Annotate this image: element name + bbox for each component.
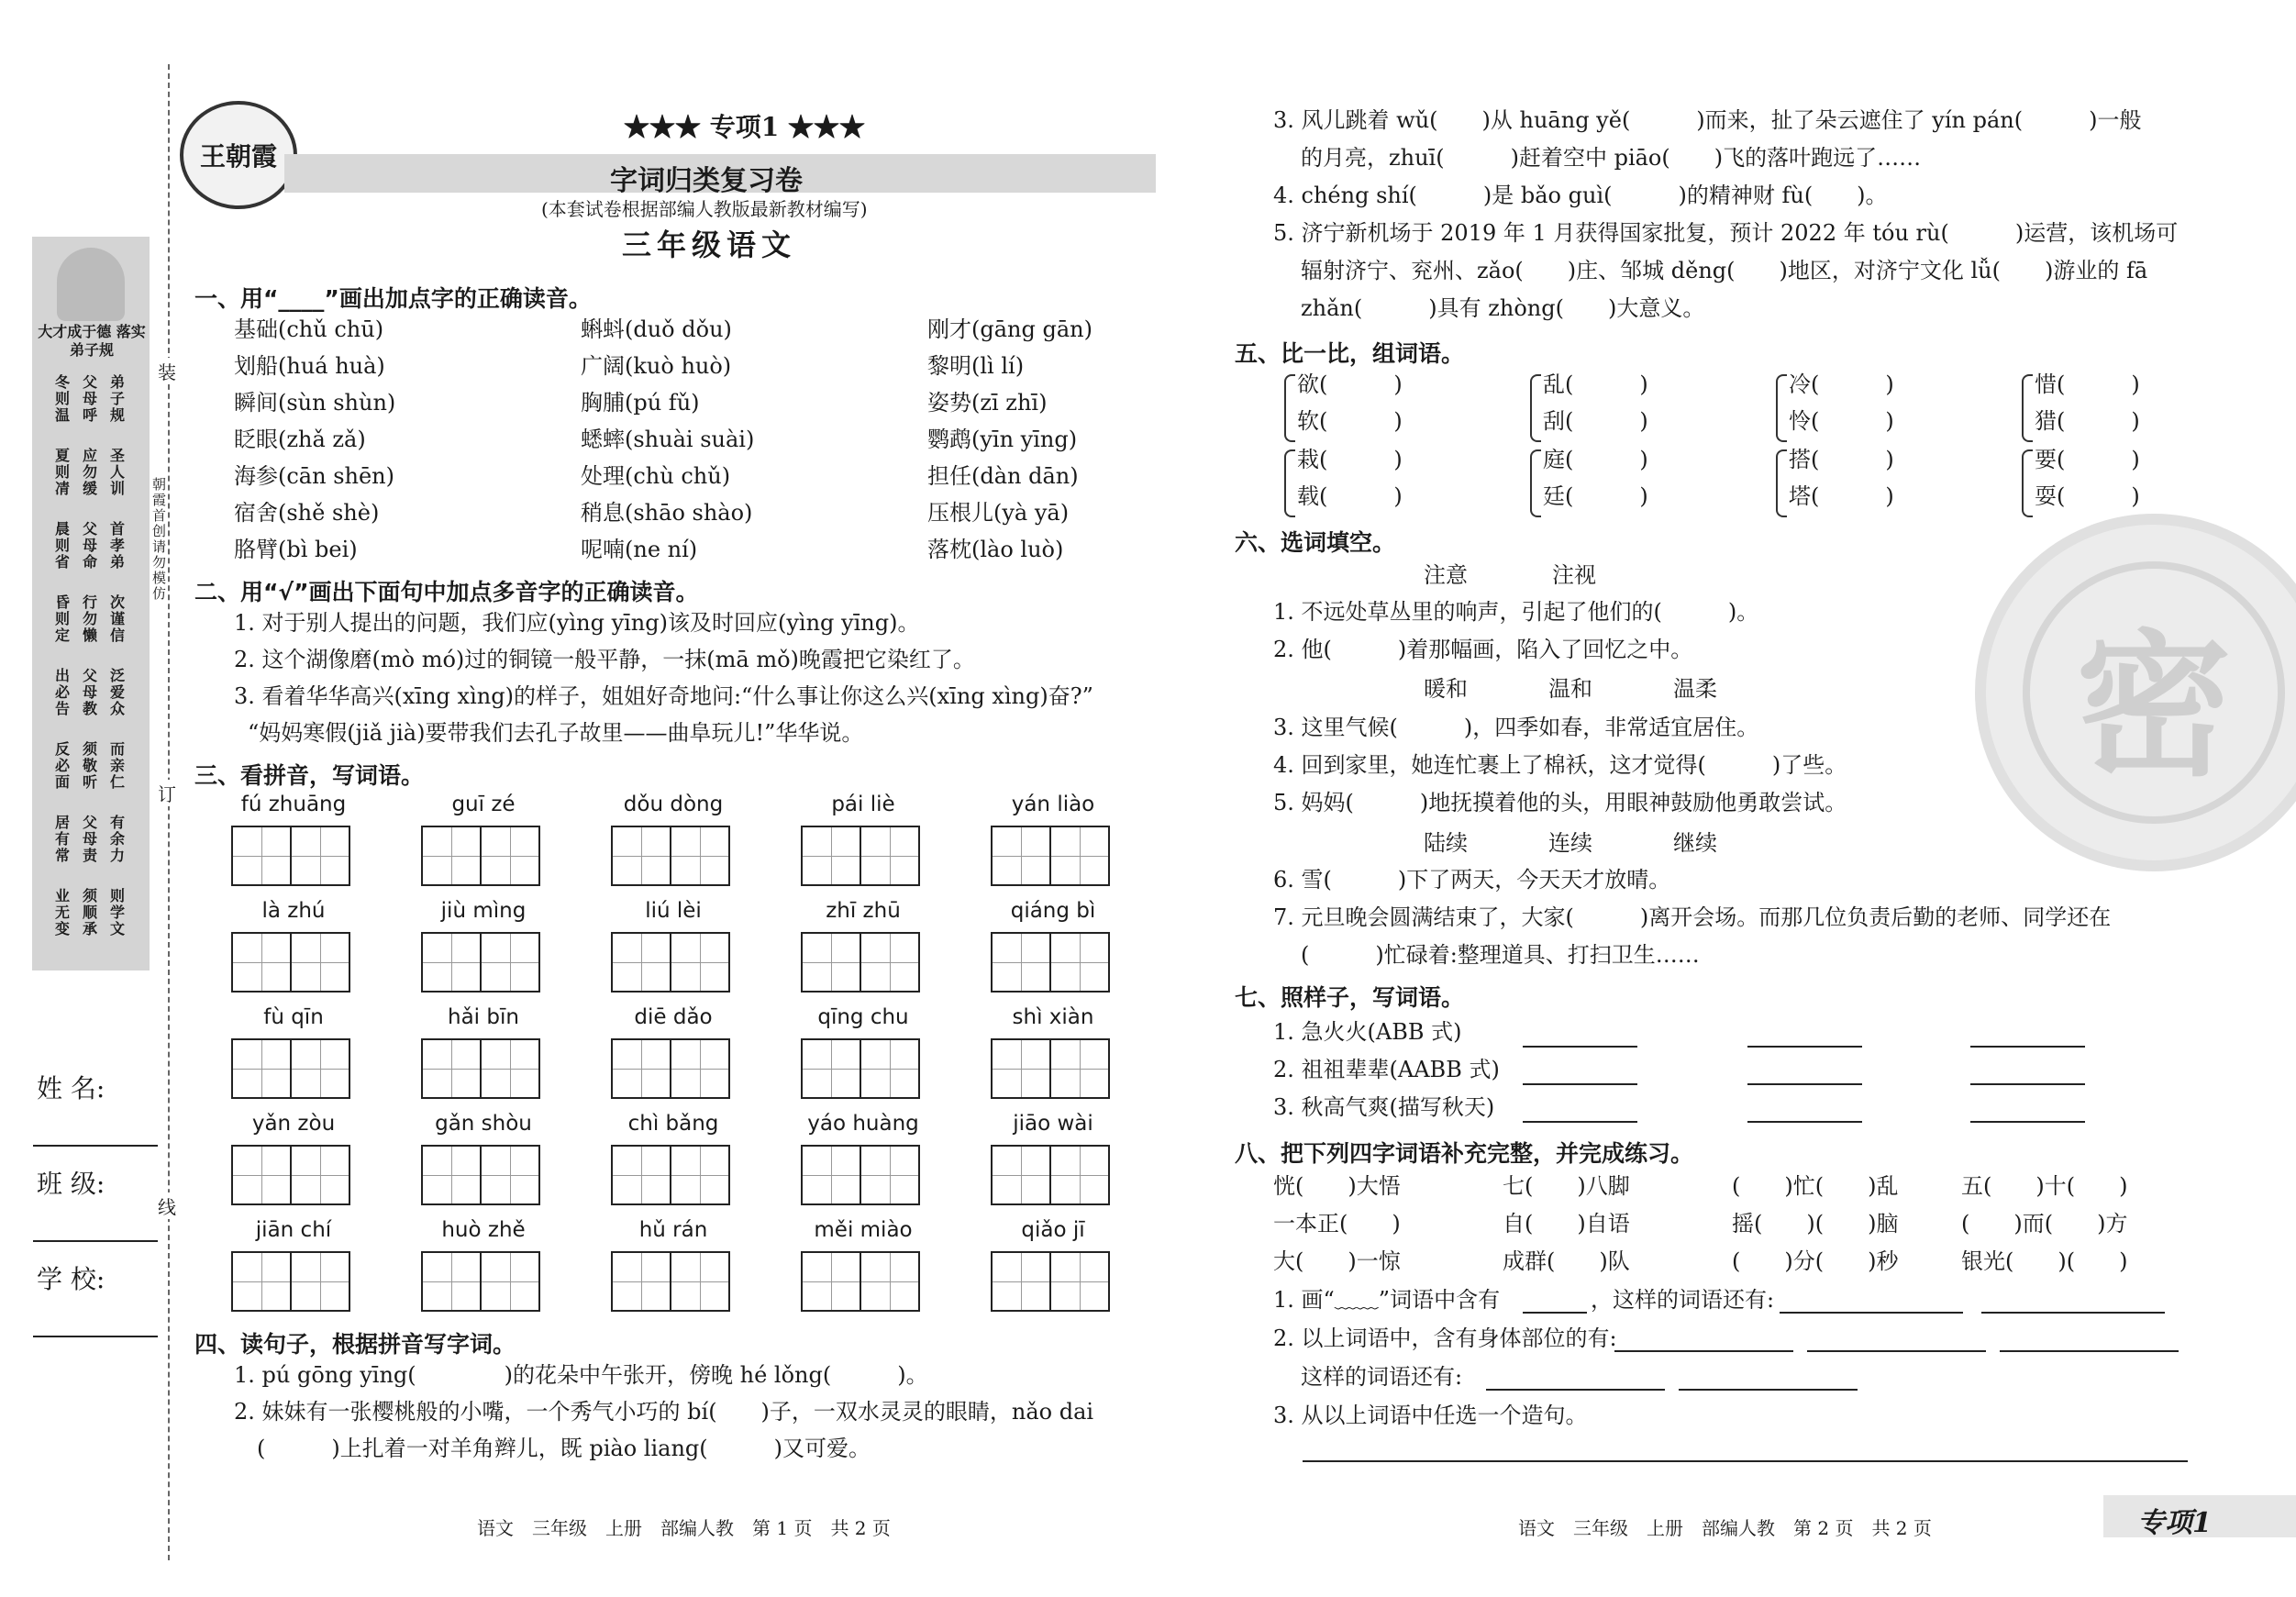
s1-item: 海参(cān shēn) bbox=[234, 463, 394, 489]
char-box[interactable] bbox=[480, 932, 540, 993]
answer-blank[interactable] bbox=[1970, 1119, 2085, 1123]
s4-line: zhǎn( )具有 zhòng( )大意义。 bbox=[1301, 295, 1705, 321]
s3-pinyin: shì xiàn bbox=[1012, 1005, 1094, 1029]
s4-line: 2. 妹妹有一张樱桃般的小嘴，一个秀气小巧的 bí( )子，一双水灵灵的眼睛，nǎo dai bbox=[234, 1399, 1094, 1425]
s5-word: 惜( ) bbox=[2035, 372, 2140, 397]
s5-word: 要( ) bbox=[2035, 447, 2140, 472]
s5-word: 软( ) bbox=[1297, 408, 1403, 434]
class-field[interactable] bbox=[33, 1238, 158, 1242]
s4-line: 的月亮，zhuī( )赶着空中 piāo( )飞的落叶跑远了…… bbox=[1301, 145, 1922, 171]
s6-choice: 温和 bbox=[1548, 676, 1592, 702]
s2-line: 3. 看着华华高兴(xīng xìng)的样子，姐姐好奇地问:“什么事让你这么兴(xīng xìng)奋?” bbox=[234, 683, 1093, 709]
s1-item: 宿舍(shě shè) bbox=[234, 500, 380, 526]
s6-title: 六、选词填空。 bbox=[1235, 529, 1396, 556]
char-box[interactable] bbox=[991, 1038, 1051, 1099]
s8-idiom: 摇( )( )脑 bbox=[1732, 1211, 1899, 1237]
s3-pinyin: pái liè bbox=[831, 793, 895, 816]
s6-choice: 注意 bbox=[1424, 562, 1468, 588]
s2-line: 1. 对于别人提出的问题，我们应(yìng yīng)该及时回应(yìng yīng)。 bbox=[234, 610, 920, 636]
side-note: 朝霞首创 请勿模仿 bbox=[152, 476, 167, 602]
char-box[interactable] bbox=[670, 1038, 730, 1099]
char-box[interactable] bbox=[421, 1038, 482, 1099]
char-box[interactable] bbox=[1049, 826, 1110, 886]
char-box[interactable] bbox=[801, 1145, 861, 1205]
char-box[interactable] bbox=[290, 1145, 350, 1205]
s1-item: 刚才(gāng gān) bbox=[927, 316, 1093, 342]
sidebar-poem: 晨则省 bbox=[55, 520, 71, 571]
s3-pinyin: zhī zhū bbox=[826, 899, 901, 923]
s6-line: 1. 不远处草丛里的响声，引起了他们的( )。 bbox=[1273, 599, 1759, 625]
sidebar-poem: 昏则定 bbox=[55, 593, 71, 644]
class-label: 班 级: bbox=[37, 1169, 105, 1199]
answer-blank[interactable] bbox=[1780, 1310, 1963, 1314]
s5-word: 怜( ) bbox=[1789, 408, 1894, 434]
answer-blank[interactable] bbox=[1747, 1081, 1862, 1085]
answer-blank[interactable] bbox=[1523, 1081, 1637, 1085]
s2-title: 二、用“√”画出下面句中加点多音字的正确读音。 bbox=[194, 579, 699, 605]
sidebar-poem: 首孝弟 bbox=[110, 520, 126, 571]
char-box[interactable] bbox=[480, 1251, 540, 1312]
s5-word: 廷( ) bbox=[1543, 483, 1648, 509]
name-label: 姓 名: bbox=[37, 1073, 105, 1103]
brace bbox=[2022, 374, 2033, 442]
char-box[interactable] bbox=[860, 1251, 920, 1312]
s6-line: 5. 妈妈( )地抚摸着他的头，用眼神鼓励他勇敢尝试。 bbox=[1273, 790, 1847, 815]
s8-sentence-line[interactable] bbox=[1303, 1458, 2188, 1462]
char-box[interactable] bbox=[611, 1145, 671, 1205]
char-box[interactable] bbox=[611, 932, 671, 993]
char-box[interactable] bbox=[421, 1251, 482, 1312]
side-label-3: 线 bbox=[158, 1192, 176, 1219]
char-box[interactable] bbox=[670, 1251, 730, 1312]
s1-title: 一、用“____”画出加点字的正确读音。 bbox=[194, 285, 592, 312]
char-box[interactable] bbox=[231, 826, 292, 886]
s8-idiom: ( )分( )秒 bbox=[1732, 1248, 1899, 1274]
s5-word: 欲( ) bbox=[1297, 372, 1403, 397]
school-field[interactable] bbox=[33, 1334, 158, 1337]
s1-item: 蝌蚪(duǒ dǒu) bbox=[581, 316, 732, 342]
answer-blank[interactable] bbox=[1523, 1119, 1637, 1123]
brace bbox=[1530, 374, 1541, 442]
s8-idiom: 大( )一惊 bbox=[1273, 1248, 1401, 1274]
sidebar-poem: 出必告 bbox=[55, 667, 71, 717]
answer-blank[interactable] bbox=[1970, 1044, 2085, 1048]
char-box[interactable] bbox=[991, 1145, 1051, 1205]
char-box[interactable] bbox=[860, 1145, 920, 1205]
brace bbox=[2022, 449, 2033, 517]
answer-blank[interactable] bbox=[1523, 1310, 1587, 1314]
s3-pinyin: fú zhuāng bbox=[240, 793, 347, 816]
s3-pinyin: qiáng bì bbox=[1010, 899, 1096, 923]
sidebar-poem: 父母命 bbox=[83, 520, 98, 571]
answer-blank[interactable] bbox=[1747, 1119, 1862, 1123]
answer-blank[interactable] bbox=[1614, 1348, 1793, 1352]
s2-line: “妈妈寒假(jiǎ jià)要带我们去孔子故里——曲阜玩儿!”华华说。 bbox=[248, 720, 864, 746]
sidebar-poem: 有余力 bbox=[110, 814, 126, 864]
char-box[interactable] bbox=[231, 1251, 292, 1312]
s8-q: 3. 从以上词语中任选一个造句。 bbox=[1273, 1403, 1588, 1428]
s3-pinyin: měi miào bbox=[814, 1218, 913, 1242]
s4-line: ( )上扎着一对羊角辫儿，既 piào liang( )又可爱。 bbox=[257, 1436, 871, 1461]
char-box[interactable] bbox=[991, 932, 1051, 993]
answer-blank[interactable] bbox=[1486, 1387, 1665, 1391]
char-box[interactable] bbox=[860, 826, 920, 886]
answer-blank[interactable] bbox=[1807, 1348, 1986, 1352]
grade-title: 三年级语文 bbox=[622, 227, 797, 262]
stamp-glyph: 密 bbox=[2023, 561, 2285, 824]
sidebar-motto: 大才成于德 落实弟子规 bbox=[38, 323, 146, 359]
s7-item: 2. 祖祖辈辈(AABB 式) bbox=[1273, 1057, 1500, 1082]
answer-blank[interactable] bbox=[1981, 1310, 2165, 1314]
char-box[interactable] bbox=[1049, 932, 1110, 993]
s6-choice: 暖和 bbox=[1424, 676, 1468, 702]
s4-line: 5. 济宁新机场于 2019 年 1 月获得国家批复，预计 2022 年 tóu rù( )运营，该机场可 bbox=[1273, 220, 2179, 246]
s6-line: 2. 他( )着那幅画，陷入了回忆之中。 bbox=[1273, 637, 1693, 662]
s1-item: 胳臂(bì bei) bbox=[234, 537, 358, 562]
s1-item: 胸脯(pú fǔ) bbox=[581, 390, 700, 416]
s5-word: 乱( ) bbox=[1543, 372, 1648, 397]
s1-item: 落枕(lào luò) bbox=[927, 537, 1064, 562]
s6-line: 3. 这里气候( )，四季如春，非常适宜居住。 bbox=[1273, 715, 1759, 740]
s1-item: 担任(dàn dān) bbox=[927, 463, 1079, 489]
s1-item: 广阔(kuò huò) bbox=[581, 353, 732, 379]
s4-line: 4. chéng shí( )是 bǎo guì( )的精神财 fù( )。 bbox=[1273, 183, 1888, 208]
cut-line bbox=[168, 64, 170, 1560]
s5-word: 耍( ) bbox=[2035, 483, 2140, 509]
s5-word: 载( ) bbox=[1297, 483, 1403, 509]
s8-idiom: 自( )自语 bbox=[1503, 1211, 1630, 1237]
char-box[interactable] bbox=[1049, 1145, 1110, 1205]
s8-q: 1. 画“﹏﹏”词语中含有 bbox=[1273, 1287, 1501, 1313]
sidebar-poem: 父母呼 bbox=[83, 373, 98, 424]
s1-item: 黎明(lì lí) bbox=[927, 353, 1025, 379]
char-box[interactable] bbox=[801, 826, 861, 886]
s1-item: 压根儿(yà yā) bbox=[927, 500, 1070, 526]
char-box[interactable] bbox=[991, 1251, 1051, 1312]
s7-item: 3. 秋高气爽(描写秋天) bbox=[1273, 1094, 1495, 1120]
s3-pinyin: liú lèi bbox=[645, 899, 702, 923]
char-box[interactable] bbox=[231, 1038, 292, 1099]
sidebar-poem: 反必面 bbox=[55, 740, 71, 791]
sidebar-poem: 则学文 bbox=[110, 887, 126, 937]
char-box[interactable] bbox=[421, 1145, 482, 1205]
s3-pinyin: yán liào bbox=[1011, 793, 1095, 816]
s1-item: 鹦鹉(yīn yīng) bbox=[927, 427, 1078, 452]
s3-pinyin: là zhú bbox=[261, 899, 326, 923]
char-box[interactable] bbox=[801, 1251, 861, 1312]
s8-title: 八、把下列四字词语补充完整，并完成练习。 bbox=[1235, 1140, 1694, 1167]
s4-line: 3. 风儿跳着 wǔ( )从 huāng yě( )而来，扯了朵云遮住了 yín pán( )一般 bbox=[1273, 107, 2142, 133]
s1-item: 呢喃(ne ní) bbox=[581, 537, 698, 562]
s3-pinyin: yáo huàng bbox=[807, 1112, 919, 1136]
char-box[interactable] bbox=[421, 932, 482, 993]
s3-pinyin: chì bǎng bbox=[627, 1112, 719, 1136]
brace bbox=[1284, 374, 1295, 442]
s7-title: 七、照样子，写词语。 bbox=[1235, 984, 1465, 1011]
s8-idiom: ( )忙( )乱 bbox=[1732, 1173, 1899, 1199]
s3-pinyin: jiù mìng bbox=[440, 899, 527, 923]
char-box[interactable] bbox=[290, 1038, 350, 1099]
s1-item: 处理(chù chǔ) bbox=[581, 463, 731, 489]
s6-line: ( )忙碌着:整理道具、打扫卫生…… bbox=[1301, 942, 1700, 968]
logo: 王朝霞 bbox=[180, 101, 297, 209]
s6-line: 6. 雪( )下了两天，今天天才放晴。 bbox=[1273, 867, 1671, 893]
answer-blank[interactable] bbox=[1970, 1081, 2085, 1085]
s6-choice: 继续 bbox=[1673, 830, 1717, 856]
sidebar-figure bbox=[57, 248, 125, 321]
s8-idiom: 成群( )队 bbox=[1503, 1248, 1630, 1274]
char-box[interactable] bbox=[670, 1145, 730, 1205]
s3-pinyin: yǎn zòu bbox=[251, 1112, 336, 1136]
s1-item: 姿势(zī zhī) bbox=[927, 390, 1048, 416]
char-box[interactable] bbox=[991, 826, 1051, 886]
char-box[interactable] bbox=[670, 826, 730, 886]
sidebar-poem: 泛爱众 bbox=[110, 667, 126, 717]
footer-left: 语文 三年级 上册 部编人教 第 1 页 共 2 页 bbox=[477, 1517, 891, 1539]
s3-pinyin: diē dǎo bbox=[634, 1005, 713, 1029]
s8-idiom: 一本正( ) bbox=[1273, 1211, 1401, 1237]
s8-idiom: 银光( )( ) bbox=[1961, 1248, 2128, 1274]
s6-choice: 陆续 bbox=[1424, 830, 1468, 856]
s1-item: 划船(huá huà) bbox=[234, 353, 385, 379]
s6-choice: 连续 bbox=[1548, 830, 1592, 856]
s5-word: 庭( ) bbox=[1543, 447, 1648, 472]
brace bbox=[1776, 449, 1787, 517]
sidebar-poem: 父母责 bbox=[83, 814, 98, 864]
s5-word: 塔( ) bbox=[1789, 483, 1894, 509]
brace bbox=[1284, 449, 1295, 517]
sidebar-poem: 夏则凊 bbox=[55, 447, 71, 497]
s3-pinyin: hǎi bīn bbox=[448, 1005, 519, 1029]
answer-blank[interactable] bbox=[1679, 1387, 1858, 1391]
s1-item: 眨眼(zhǎ zǎ) bbox=[234, 427, 366, 452]
sidebar-poem: 冬则温 bbox=[55, 373, 71, 424]
s8-q: 这样的词语还有: bbox=[1301, 1364, 1463, 1390]
s6-choice: 注视 bbox=[1552, 562, 1596, 588]
side-label-2: 订 bbox=[158, 780, 176, 806]
s3-pinyin: guī zé bbox=[451, 793, 516, 816]
s8-q: 2. 以上词语中，含有身体部位的有: bbox=[1273, 1325, 1617, 1351]
char-box[interactable] bbox=[290, 826, 350, 886]
char-box[interactable] bbox=[421, 826, 482, 886]
s3-pinyin: qiǎo jī bbox=[1021, 1218, 1085, 1242]
char-box[interactable] bbox=[231, 932, 292, 993]
s8-idiom: 恍( )大悟 bbox=[1273, 1173, 1401, 1199]
s3-pinyin: gǎn shòu bbox=[435, 1112, 532, 1136]
char-box[interactable] bbox=[801, 932, 861, 993]
sidebar-poem: 父母教 bbox=[83, 667, 98, 717]
s3-title: 三、看拼音，写词语。 bbox=[194, 762, 425, 789]
char-box[interactable] bbox=[290, 1251, 350, 1312]
subtitle: (本套试卷根据部编人教版最新教材编写) bbox=[541, 198, 868, 220]
side-label-1: 装 bbox=[158, 358, 176, 384]
s3-pinyin: jiān chí bbox=[255, 1218, 332, 1242]
s1-item: 基础(chǔ chū) bbox=[234, 316, 384, 342]
sidebar-poem: 须敬听 bbox=[83, 740, 98, 791]
s5-word: 猎( ) bbox=[2035, 408, 2140, 434]
s8-idiom: ( )而( )方 bbox=[1961, 1211, 2128, 1237]
sidebar-poem: 弟子规 bbox=[110, 373, 126, 424]
sidebar-poem: 居有常 bbox=[55, 814, 71, 864]
name-field[interactable] bbox=[33, 1143, 158, 1147]
s2-line: 2. 这个湖像磨(mò mó)过的铜镜一般平静，一抹(mā mǒ)晚霞把它染红了。 bbox=[234, 647, 975, 672]
sidebar-poem: 应勿缓 bbox=[83, 447, 98, 497]
s7-item: 1. 急火火(ABB 式) bbox=[1273, 1019, 1462, 1045]
char-box[interactable] bbox=[611, 826, 671, 886]
sidebar-poem: 行勿懒 bbox=[83, 593, 98, 644]
s3-pinyin: hǔ rán bbox=[638, 1218, 708, 1242]
s1-item: 瞬间(sùn shùn) bbox=[234, 390, 396, 416]
s4-line: 1. pú gōng yīng( )的花朵中午张开，傍晚 hé lǒng( )。 bbox=[234, 1362, 928, 1388]
s5-word: 冷( ) bbox=[1789, 372, 1894, 397]
s5-word: 刮( ) bbox=[1543, 408, 1648, 434]
confidential-stamp bbox=[1975, 514, 2296, 871]
brace bbox=[1530, 449, 1541, 517]
school-label: 学 校: bbox=[37, 1264, 105, 1294]
s3-pinyin: huò zhě bbox=[441, 1218, 526, 1242]
char-box[interactable] bbox=[480, 1038, 540, 1099]
char-box[interactable] bbox=[480, 826, 540, 886]
sidebar-poem: 业无变 bbox=[55, 887, 71, 937]
sidebar-poem: 而亲仁 bbox=[110, 740, 126, 791]
char-box[interactable] bbox=[231, 1145, 292, 1205]
s5-title: 五、比一比，组词语。 bbox=[1235, 340, 1465, 367]
sidebar-poem: 须顺承 bbox=[83, 887, 98, 937]
s3-pinyin: jiāo wài bbox=[1013, 1112, 1093, 1136]
char-box[interactable] bbox=[480, 1145, 540, 1205]
corner-badge-label: 专项1 bbox=[2137, 1507, 2212, 1539]
char-box[interactable] bbox=[1049, 1251, 1110, 1312]
char-box[interactable] bbox=[290, 932, 350, 993]
char-box[interactable] bbox=[670, 932, 730, 993]
sidebar-poem: 次谨信 bbox=[110, 593, 126, 644]
s1-item: 蟋蟀(shuài suài) bbox=[581, 427, 755, 452]
footer-right: 语文 三年级 上册 部编人教 第 2 页 共 2 页 bbox=[1518, 1517, 1932, 1539]
brace bbox=[1776, 374, 1787, 442]
s3-pinyin: qīng chu bbox=[817, 1005, 909, 1029]
char-box[interactable] bbox=[611, 1038, 671, 1099]
s4-line: 辐射济宁、兖州、zǎo( )庄、邹城 děng( )地区，对济宁文化 lǚ( )游业的 fā bbox=[1301, 258, 2148, 283]
page-title: 字词归类复习卷 bbox=[610, 165, 803, 197]
s3-pinyin: dǒu dòng bbox=[623, 793, 724, 816]
char-box[interactable] bbox=[860, 932, 920, 993]
s5-word: 栽( ) bbox=[1297, 447, 1403, 472]
char-box[interactable] bbox=[1049, 1038, 1110, 1099]
s8-idiom: 五( )十( ) bbox=[1961, 1173, 2128, 1199]
s6-choice: 温柔 bbox=[1673, 676, 1717, 702]
s3-pinyin: fù qīn bbox=[263, 1005, 324, 1029]
char-box[interactable] bbox=[611, 1251, 671, 1312]
s8-q: ，这样的词语还有: bbox=[1591, 1287, 1775, 1313]
special-label: ★★★ 专项1 ★★★ bbox=[624, 112, 866, 142]
answer-blank[interactable] bbox=[1747, 1044, 1862, 1048]
s6-line: 7. 元旦晚会圆满结束了，大家( )离开会场。而那几位负责后勤的老师、同学还在 bbox=[1273, 904, 2112, 930]
sidebar-poem: 圣人训 bbox=[110, 447, 126, 497]
answer-blank[interactable] bbox=[2000, 1348, 2179, 1352]
char-box[interactable] bbox=[860, 1038, 920, 1099]
s1-item: 稍息(shāo shào) bbox=[581, 500, 753, 526]
char-box[interactable] bbox=[801, 1038, 861, 1099]
s6-line: 4. 回到家里，她连忙裹上了棉袄，这才觉得( )了些。 bbox=[1273, 752, 1847, 778]
s8-idiom: 七( )八脚 bbox=[1503, 1173, 1630, 1199]
s5-word: 搭( ) bbox=[1789, 447, 1894, 472]
answer-blank[interactable] bbox=[1523, 1044, 1637, 1048]
s4-title: 四、读句子，根据拼音写字词。 bbox=[194, 1331, 516, 1358]
